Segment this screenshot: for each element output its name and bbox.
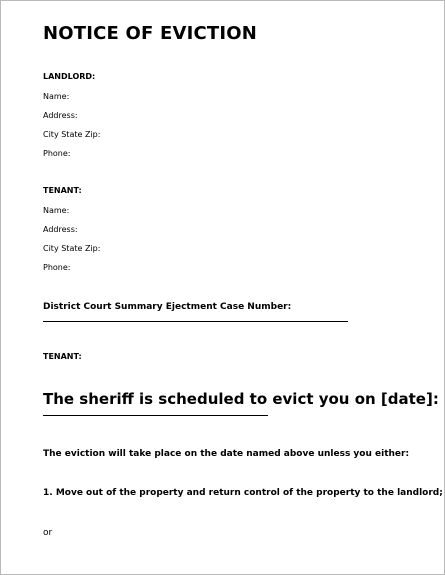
landlord-phone-label: Phone: xyxy=(43,149,71,158)
tenant-city-state-zip-label: City State Zip: xyxy=(43,244,101,253)
document-title: NOTICE OF EVICTION xyxy=(43,23,258,44)
or-text: or xyxy=(43,528,53,538)
landlord-address-label: Address: xyxy=(43,111,78,120)
sheriff-statement: The sheriff is scheduled to evict you on [date]: xyxy=(43,390,439,408)
eviction-date-line xyxy=(43,415,268,416)
option-1: 1. Move out of the property and return control of the property to the landlord; xyxy=(43,488,443,498)
tenant-address-label: Address: xyxy=(43,225,78,234)
landlord-name-label: Name: xyxy=(43,92,70,101)
tenant-label-2: TENANT: xyxy=(43,352,82,361)
tenant-name-label: Name: xyxy=(43,206,70,215)
case-number-label: District Court Summary Ejectment Case Number: xyxy=(43,302,292,312)
landlord-city-state-zip-label: City State Zip: xyxy=(43,130,101,139)
eviction-condition: The eviction will take place on the date named above unless you either: xyxy=(43,449,410,459)
case-number-line xyxy=(43,321,348,322)
tenant-phone-label: Phone: xyxy=(43,263,71,272)
tenant-heading: TENANT: xyxy=(43,186,82,195)
landlord-heading: LANDLORD: xyxy=(43,72,96,81)
